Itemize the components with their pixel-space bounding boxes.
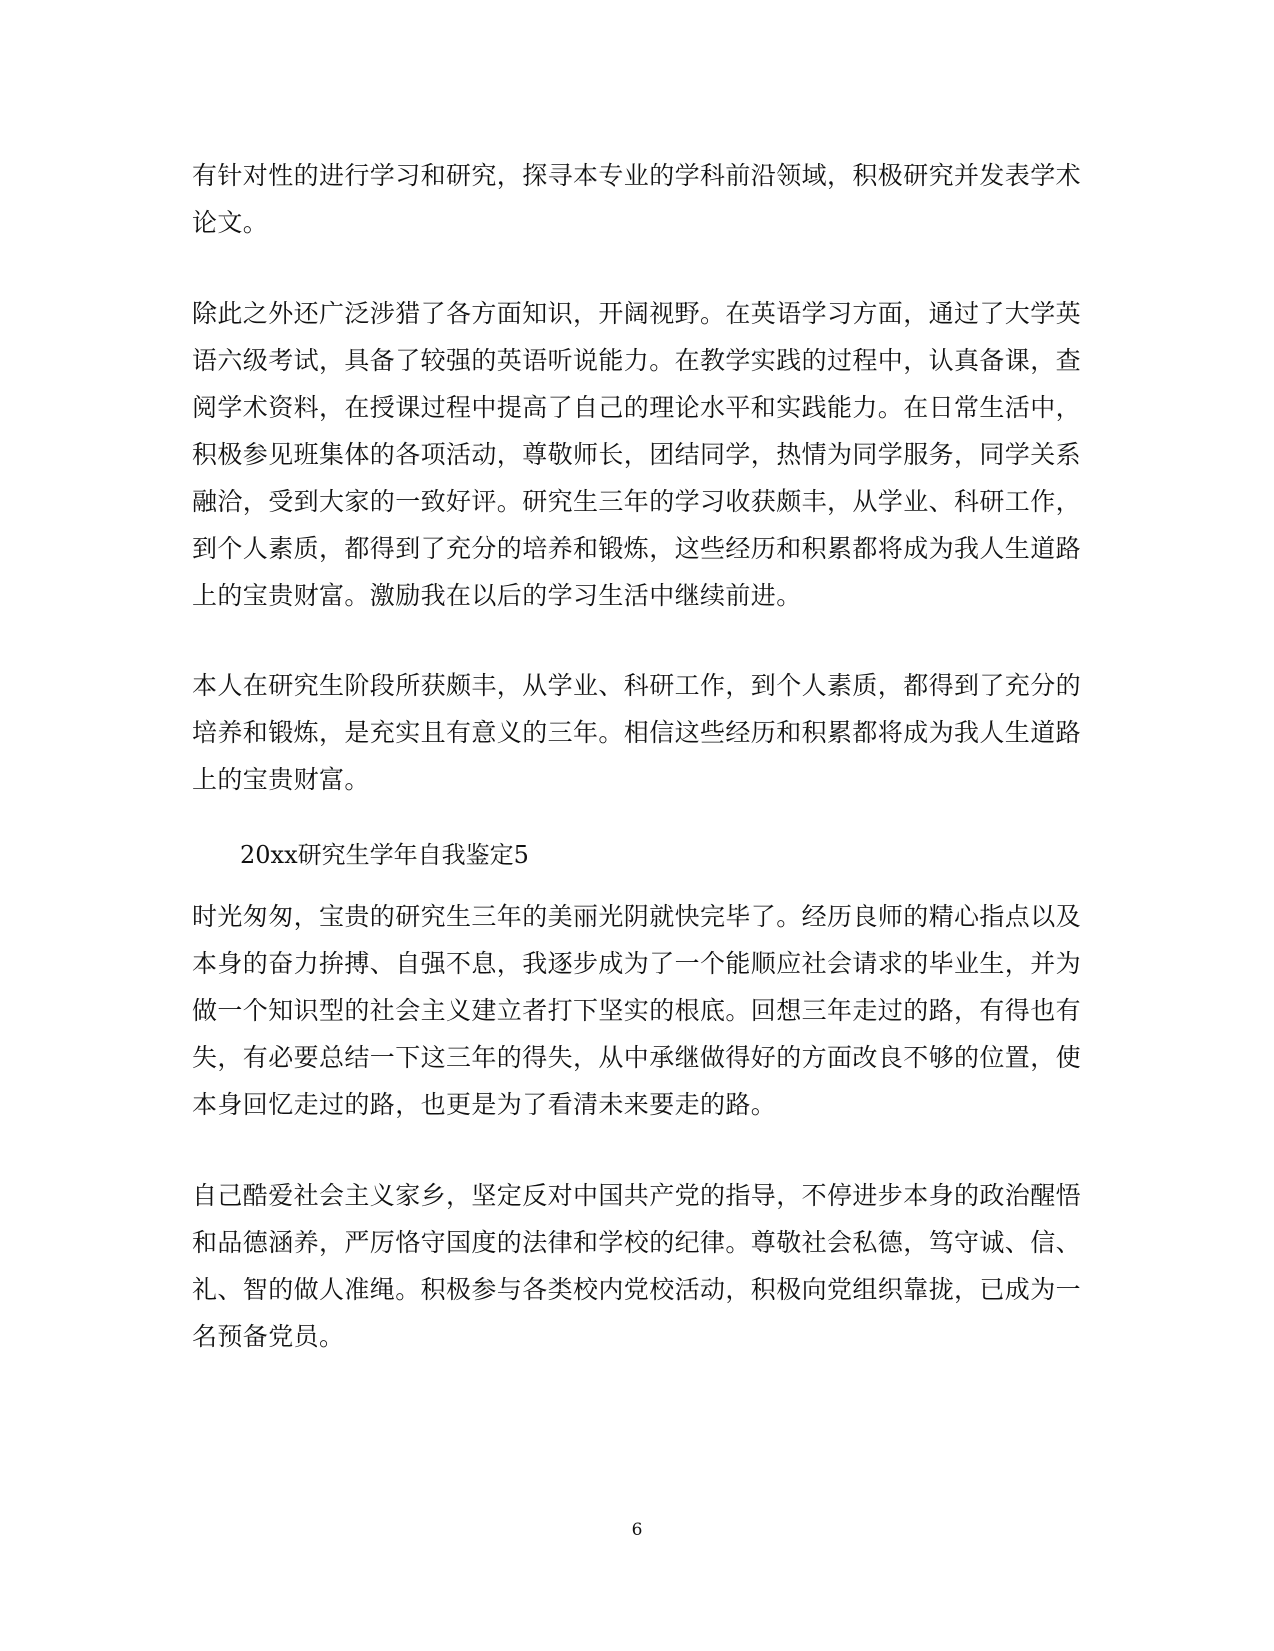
- paragraph-line: 失，有必要总结一下这三年的得失，从中承继做得好的方面改良不够的位置，使: [192, 1043, 1082, 1072]
- paragraph-line: 本身的奋力拚搏、自强不息，我逐步成为了一个能顺应社会请求的毕业生，并为: [192, 949, 1082, 978]
- page-number: 6: [631, 1520, 643, 1540]
- paragraph-line: 做一个知识型的社会主义建立者打下坚实的根底。回想三年走过的路，有得也有: [192, 996, 1082, 1025]
- paragraph-line: 语六级考试，具备了较强的英语听说能力。在教学实践的过程中，认真备课，查: [192, 346, 1082, 375]
- paragraph-line: 时光匆匆，宝贵的研究生三年的美丽光阴就快完毕了。经历良师的精心指点以及: [192, 902, 1082, 931]
- paragraph-line: 自己酷爱社会主义家乡，坚定反对中国共产党的指导，不停进步本身的政治醒悟: [192, 1181, 1082, 1210]
- paragraph-line: 积极参见班集体的各项活动，尊敬师长，团结同学，热情为同学服务，同学关系: [192, 440, 1082, 469]
- paragraph-line: 论文。: [192, 208, 269, 237]
- paragraph-line: 本人在研究生阶段所获颇丰，从学业、科研工作，到个人素质，都得到了充分的: [192, 671, 1082, 700]
- paragraph-line: 上的宝贵财富。激励我在以后的学习生活中继续前进。: [192, 581, 802, 610]
- paragraph-line: 阅学术资料，在授课过程中提高了自己的理论水平和实践能力。在日常生活中，: [192, 393, 1082, 422]
- paragraph-line: 和品德涵养，严厉恪守国度的法律和学校的纪律。尊敬社会私德，笃守诚、信、: [192, 1228, 1082, 1257]
- paragraph-line: 本身回忆走过的路，也更是为了看清未来要走的路。: [192, 1090, 777, 1119]
- paragraph-line: 到个人素质，都得到了充分的培养和锻炼，这些经历和积累都将成为我人生道路: [192, 534, 1082, 563]
- paragraph-line: 融洽，受到大家的一致好评。研究生三年的学习收获颇丰，从学业、科研工作，: [192, 487, 1082, 516]
- paragraph-2: [192, 290, 1082, 619]
- paragraph-3: [192, 662, 1082, 803]
- paragraph-1: [192, 152, 1082, 246]
- paragraph-line: 上的宝贵财富。: [192, 765, 370, 794]
- paragraph-line: 有针对性的进行学习和研究，探寻本专业的学科前沿领域，积极研究并发表学术: [192, 161, 1082, 190]
- paragraph-line: 礼、智的做人准绳。积极参与各类校内党校活动，积极向党组织靠拢，已成为一: [192, 1275, 1082, 1304]
- paragraph-4: [192, 893, 1082, 1128]
- paragraph-5: [192, 1172, 1082, 1360]
- paragraph-line: 除此之外还广泛涉猎了各方面知识，开阔视野。在英语学习方面，通过了大学英: [192, 299, 1082, 328]
- section-heading: 20xx研究生学年自我鉴定5: [240, 841, 529, 869]
- paragraph-line: 培养和锻炼，是充实且有意义的三年。相信这些经历和积累都将成为我人生道路: [192, 718, 1082, 747]
- paragraph-line: 名预备党员。: [192, 1322, 345, 1351]
